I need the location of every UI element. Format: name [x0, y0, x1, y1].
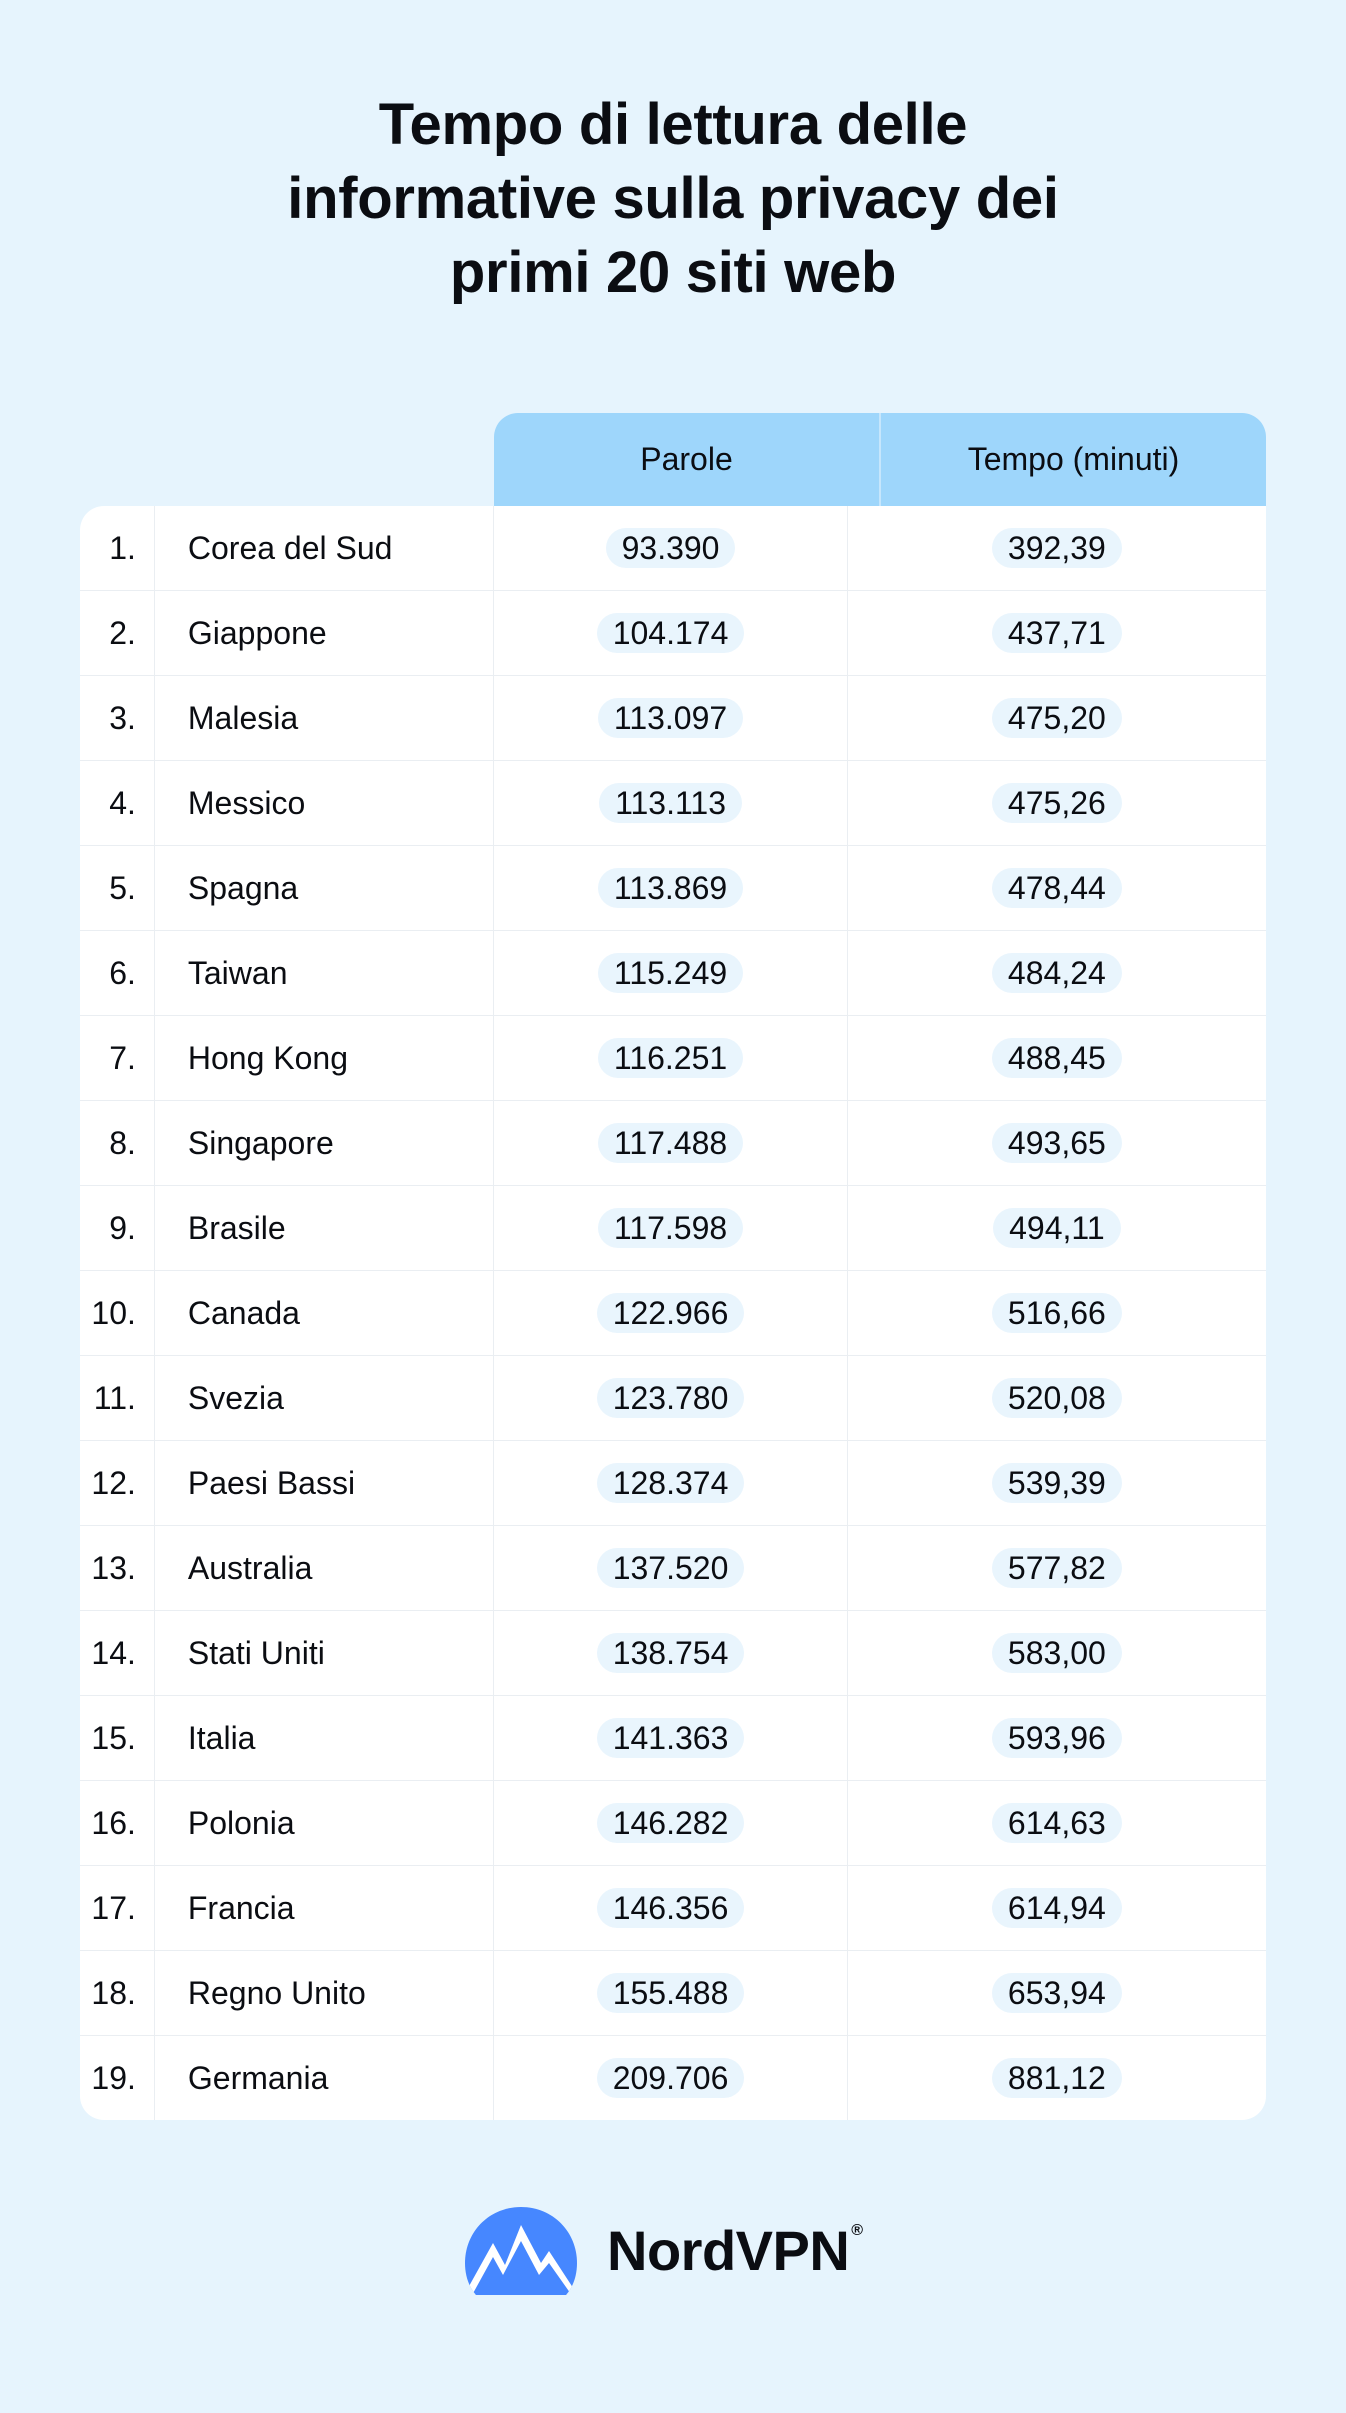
country-cell: Polonia [155, 1781, 494, 1865]
table-row [80, 1610, 1266, 1695]
table-row [80, 1440, 1266, 1525]
table-row [80, 1780, 1266, 1865]
time-cell [848, 591, 1266, 675]
words-value: 117.598 [598, 1208, 743, 1248]
country-cell: Messico [155, 761, 494, 845]
words-cell [494, 1951, 847, 2035]
words-value: 117.488 [598, 1123, 743, 1163]
nordvpn-mountain-icon [463, 2205, 579, 2295]
rank-label: 11. [93, 1379, 136, 1416]
rank-label: 5. [109, 869, 136, 906]
country-cell: Francia [155, 1866, 494, 1950]
time-value: 614,63 [992, 1803, 1122, 1843]
country-cell: Stati Uniti [155, 1611, 494, 1695]
table-row [80, 1100, 1266, 1185]
brand-name: NordVPN ® [607, 2218, 863, 2282]
rank-cell [80, 1951, 155, 2035]
table-header [80, 413, 1266, 506]
country-cell: Corea del Sud [155, 506, 494, 590]
rank-cell [80, 1611, 155, 1695]
brand-logo [463, 2205, 863, 2295]
time-cell [848, 931, 1266, 1015]
time-value: 475,26 [992, 783, 1122, 823]
words-cell [494, 2036, 847, 2120]
time-value: 494,11 [993, 1208, 1121, 1248]
table-row [80, 675, 1266, 760]
time-cell [848, 1866, 1266, 1950]
time-cell [848, 1016, 1266, 1100]
country-cell: Germania [155, 2036, 494, 2120]
table-row [80, 1270, 1266, 1355]
data-table [80, 413, 1266, 2120]
header-block [494, 413, 1266, 506]
country-cell: Regno Unito [155, 1951, 494, 2035]
words-cell [494, 1696, 847, 1780]
words-cell [494, 591, 847, 675]
words-value: 141.363 [597, 1718, 745, 1758]
title-line-1: Tempo di lettura delle [378, 92, 968, 157]
country-cell: Svezia [155, 1356, 494, 1440]
words-value: 137.520 [597, 1548, 745, 1588]
time-value: 493,65 [992, 1123, 1122, 1163]
rank-cell [80, 506, 155, 590]
words-value: 209.706 [597, 2058, 745, 2098]
table-row [80, 506, 1266, 590]
words-value: 122.966 [597, 1293, 745, 1333]
words-cell [494, 1356, 847, 1440]
rank-cell [80, 931, 155, 1015]
table-row [80, 590, 1266, 675]
title-line-2: informative sulla privacy dei [287, 166, 1059, 231]
words-cell [494, 846, 847, 930]
time-cell [848, 1526, 1266, 1610]
time-value: 614,94 [992, 1888, 1122, 1928]
rank-cell [80, 846, 155, 930]
rank-cell [80, 676, 155, 760]
words-cell [494, 1866, 847, 1950]
country-cell: Singapore [155, 1101, 494, 1185]
country-cell: Paesi Bassi [155, 1441, 494, 1525]
rank-label: 7. [109, 1039, 136, 1076]
time-cell [848, 1611, 1266, 1695]
time-value: 484,24 [992, 953, 1122, 993]
words-value: 113.869 [598, 868, 743, 908]
column-header-words: Parole [640, 441, 733, 477]
rank-label: 19. [91, 2059, 136, 2096]
country-cell: Malesia [155, 676, 494, 760]
table-row [80, 930, 1266, 1015]
table-row [80, 845, 1266, 930]
rank-cell [80, 1356, 155, 1440]
rank-cell [80, 1696, 155, 1780]
time-cell [848, 1441, 1266, 1525]
rank-label: 8. [109, 1124, 136, 1161]
rank-label: 4. [109, 784, 136, 821]
table-row [80, 1355, 1266, 1440]
words-cell [494, 1526, 847, 1610]
words-cell [494, 1781, 847, 1865]
title-line-3: primi 20 siti web [449, 240, 897, 305]
time-value: 593,96 [992, 1718, 1122, 1758]
words-cell [494, 506, 847, 590]
words-cell [494, 1611, 847, 1695]
rank-label: 18. [91, 1974, 136, 2011]
words-value: 116.251 [598, 1038, 743, 1078]
words-value: 93.390 [606, 528, 736, 568]
table-row [80, 1015, 1266, 1100]
country-cell: Canada [155, 1271, 494, 1355]
time-value: 516,66 [992, 1293, 1122, 1333]
time-cell [848, 846, 1266, 930]
rank-cell [80, 1186, 155, 1270]
rank-cell [80, 2036, 155, 2120]
registered-mark: ® [851, 2221, 863, 2239]
time-value: 653,94 [992, 1973, 1122, 2013]
rank-cell [80, 1866, 155, 1950]
words-value: 128.374 [597, 1463, 745, 1503]
time-cell [848, 1781, 1266, 1865]
time-cell [848, 676, 1266, 760]
table-row [80, 1525, 1266, 1610]
table-body [80, 506, 1266, 2120]
country-cell: Hong Kong [155, 1016, 494, 1100]
rank-label: 3. [109, 699, 136, 736]
words-cell [494, 1101, 847, 1185]
rank-label: 13. [91, 1549, 136, 1586]
words-value: 115.249 [598, 953, 743, 993]
rank-cell [80, 1101, 155, 1185]
words-value: 104.174 [597, 613, 745, 653]
time-cell [848, 1186, 1266, 1270]
rank-label: 15. [91, 1719, 136, 1756]
rank-label: 2. [109, 614, 136, 651]
rank-label: 6. [109, 954, 136, 991]
time-value: 475,20 [992, 698, 1122, 738]
time-cell [848, 2036, 1266, 2120]
time-value: 881,12 [992, 2058, 1122, 2098]
words-cell [494, 1016, 847, 1100]
rank-cell [80, 1781, 155, 1865]
words-cell [494, 931, 847, 1015]
rank-cell [80, 761, 155, 845]
time-value: 539,39 [992, 1463, 1122, 1503]
time-value: 520,08 [992, 1378, 1122, 1418]
rank-label: 17. [91, 1889, 136, 1926]
rank-cell [80, 1441, 155, 1525]
rank-label: 12. [91, 1464, 136, 1501]
words-value: 146.282 [597, 1803, 745, 1843]
words-value: 123.780 [597, 1378, 745, 1418]
time-cell [848, 1951, 1266, 2035]
time-cell [848, 1356, 1266, 1440]
words-cell [494, 676, 847, 760]
country-cell: Italia [155, 1696, 494, 1780]
table-row [80, 1950, 1266, 2035]
time-cell [848, 761, 1266, 845]
rank-label: 1. [109, 529, 136, 566]
time-cell [848, 1101, 1266, 1185]
time-cell [848, 506, 1266, 590]
country-cell: Giappone [155, 591, 494, 675]
words-value: 146.356 [597, 1888, 745, 1928]
country-cell: Brasile [155, 1186, 494, 1270]
rank-label: 16. [91, 1804, 136, 1841]
words-value: 113.097 [598, 698, 743, 738]
rank-label: 14. [91, 1634, 136, 1671]
time-value: 392,39 [992, 528, 1122, 568]
table-row [80, 760, 1266, 845]
words-value: 138.754 [597, 1633, 745, 1673]
words-value: 113.113 [599, 783, 742, 823]
time-value: 488,45 [992, 1038, 1122, 1078]
words-cell [494, 761, 847, 845]
rank-cell [80, 1271, 155, 1355]
rank-cell [80, 1016, 155, 1100]
words-cell [494, 1441, 847, 1525]
table-row [80, 1865, 1266, 1950]
rank-cell [80, 1526, 155, 1610]
words-value: 155.488 [597, 1973, 745, 2013]
rank-cell [80, 591, 155, 675]
time-value: 437,71 [992, 613, 1122, 653]
time-cell [848, 1271, 1266, 1355]
time-value: 583,00 [992, 1633, 1122, 1673]
time-value: 478,44 [992, 868, 1122, 908]
country-cell: Taiwan [155, 931, 494, 1015]
rank-label: 9. [109, 1209, 136, 1246]
words-cell [494, 1271, 847, 1355]
time-cell [848, 1696, 1266, 1780]
rank-label: 10. [91, 1294, 136, 1331]
country-cell: Australia [155, 1526, 494, 1610]
page-title [0, 88, 1346, 310]
country-cell: Spagna [155, 846, 494, 930]
column-header-time: Tempo (minuti) [879, 413, 1266, 506]
words-cell [494, 1186, 847, 1270]
table-row [80, 2035, 1266, 2120]
table-row [80, 1185, 1266, 1270]
table-row [80, 1695, 1266, 1780]
time-value: 577,82 [992, 1548, 1122, 1588]
